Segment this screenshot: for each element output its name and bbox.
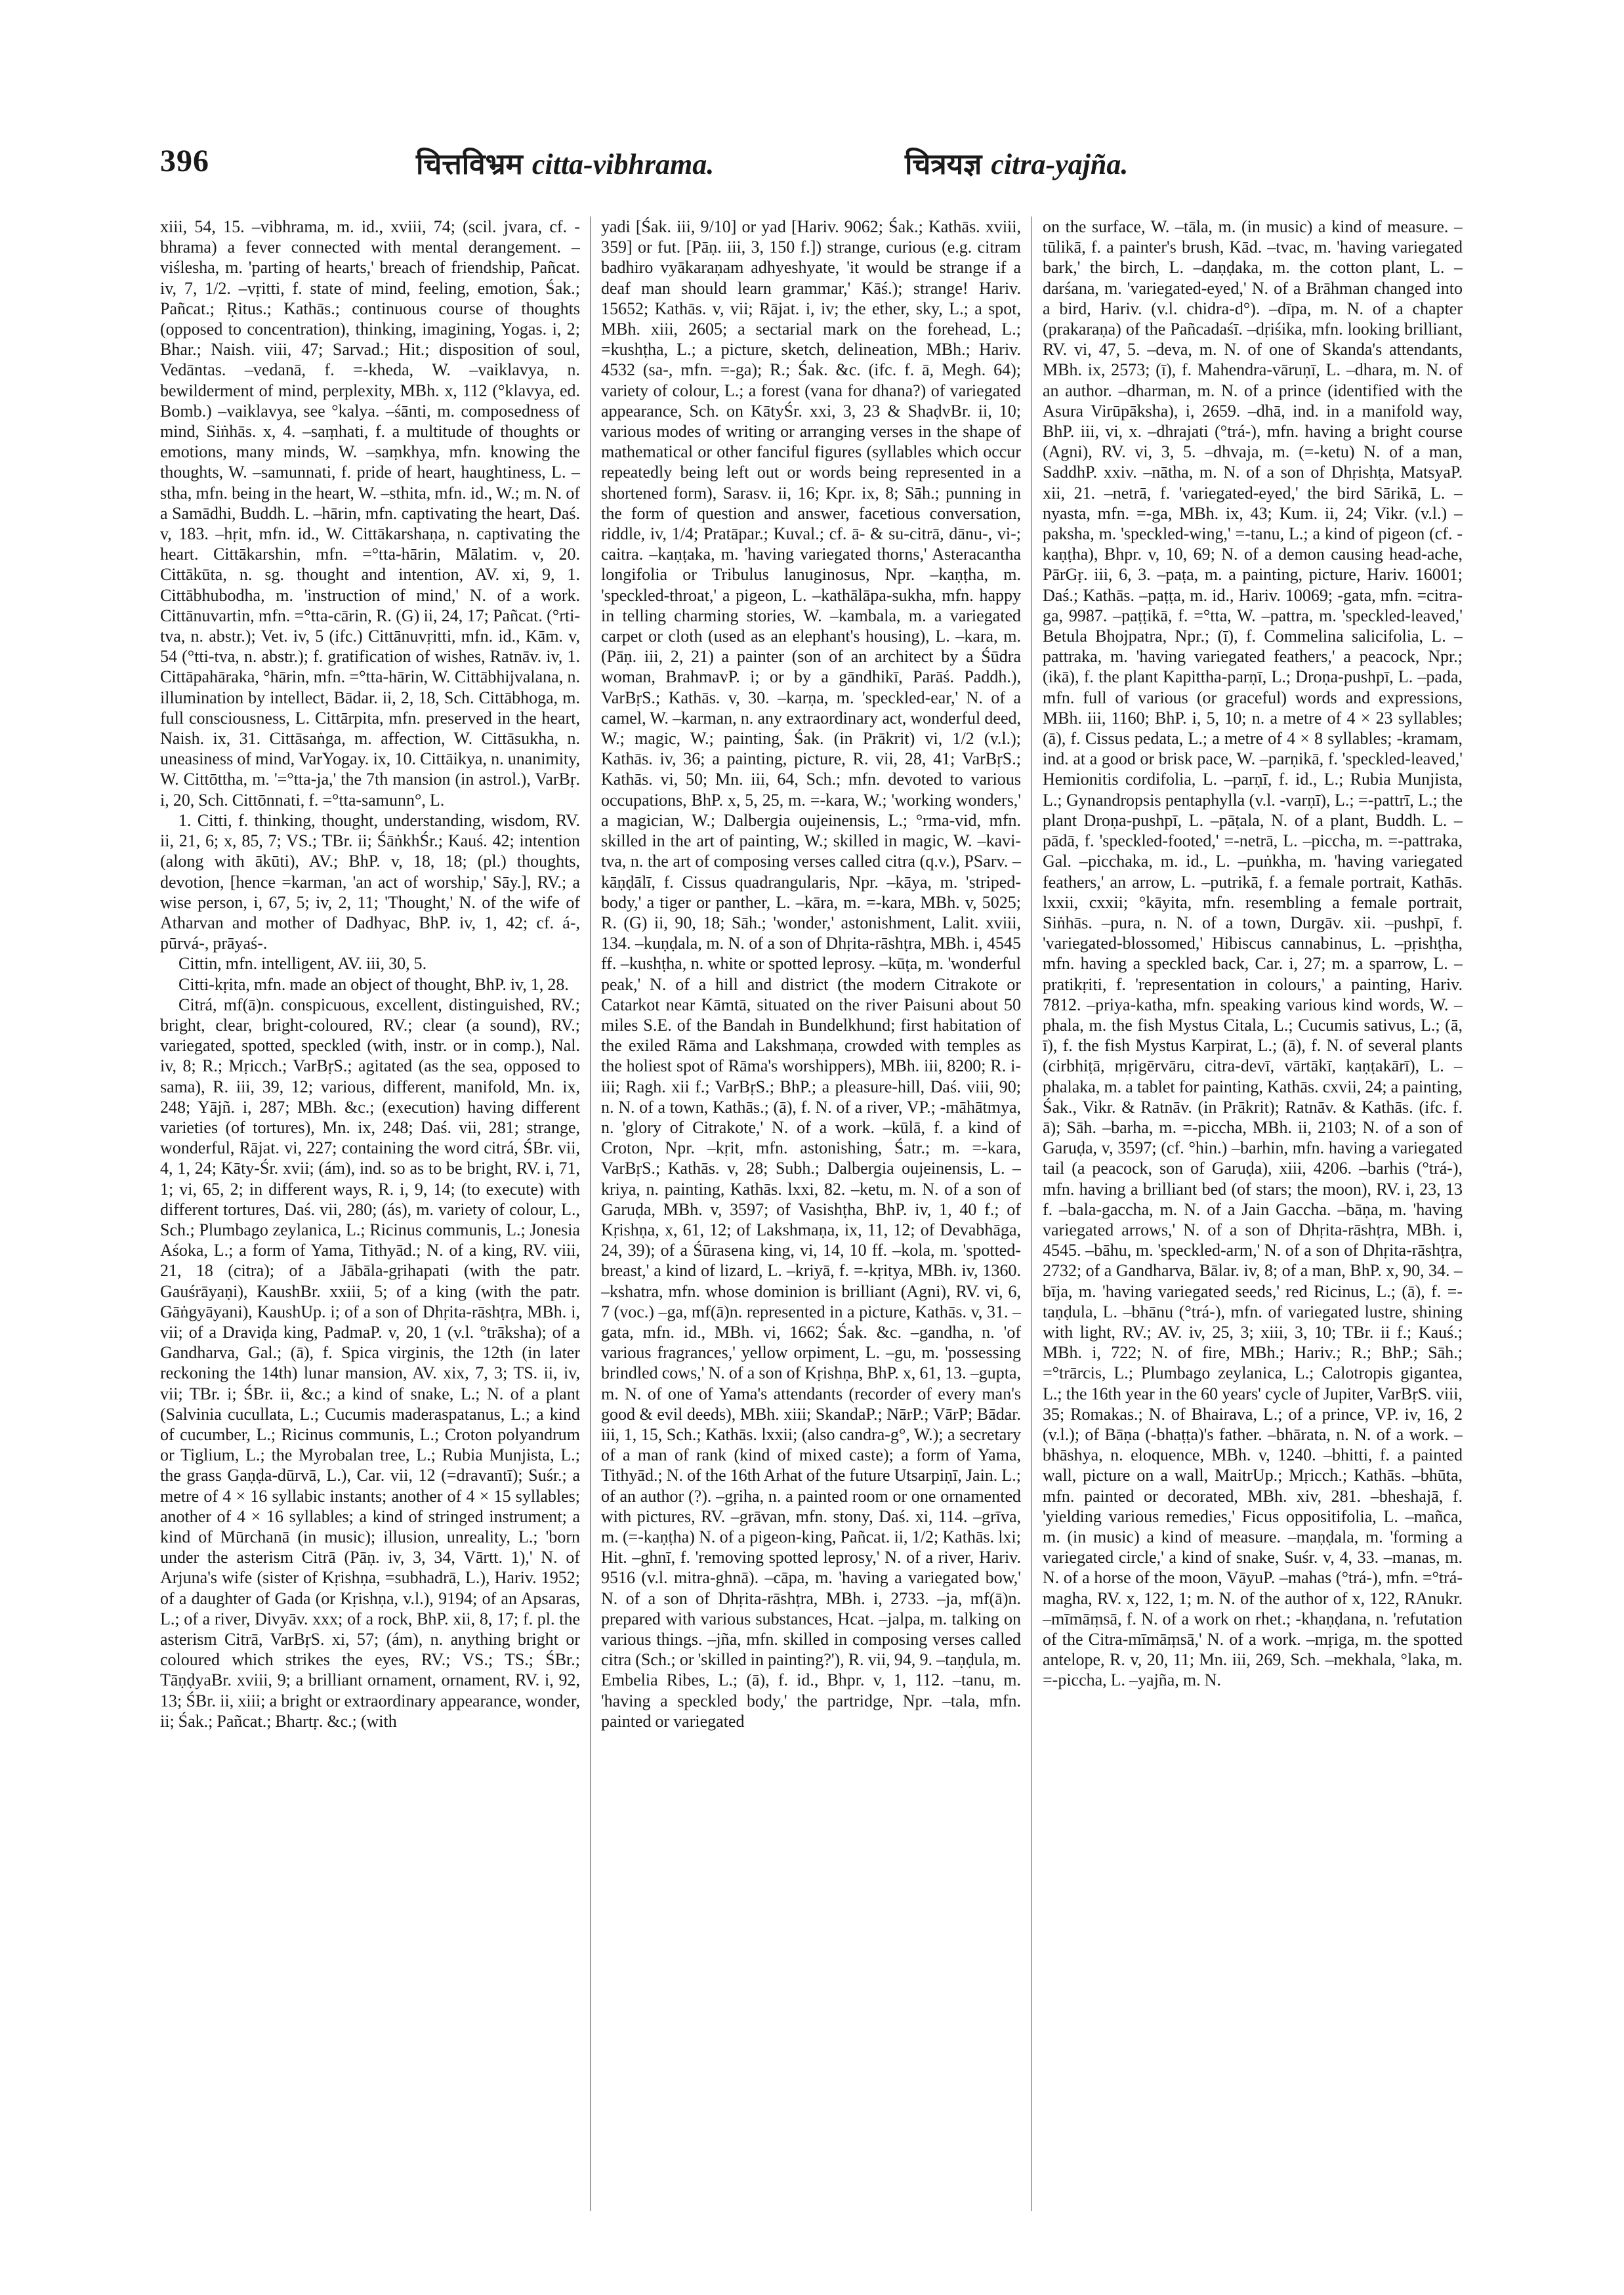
column-paragraph: Citrá, mf(ā)n. conspicuous, excellent, distinguished, RV.; bright, clear, bright-coloured, RV.; clear (a sound), RV.; variegated, spotted, speckled (with, instr. or in comp.), Nal. iv, 8; R.; Mṛicch.; VarBṛS.; agitated (as the sea, opposed to sama), R. iii, 39, 12; various, different, manifold, Mn. ix, 248; Yājñ. i, 287; MBh. &c.; (execution) having different varieties (of tortures), Mn. ix, 248; Daś. vii, 281; strange, wonderful, Rājat. vi, 227; containing the word citrá, ŚBr. vii, 4, 1, 24; Kāty-Śr. xvii; (ám), ind. so as to be bright, RV. i, 71, 1; vi, 65, 2; in different ways, R. i, 9, 14; (to execute) with different tortures, Daś. vii, 280; (ás), m. variety of colour, L., Sch.; Plumbago zeylanica, L.; Ricinus communis, L.; Jonesia Aśoka, L.; a form of Yama, Tithyād.; N. of a king, RV. viii, 21, 18 (citra); of a Jābāla-gṛihapati (with the patr. Gauśrāyaṇi), KaushBr. xxiii, 5; of a king (with the patr. Gāṅgyāyani), KaushUp. i; of a son of Dhṛita-rāshṭra, MBh. i, vii; of a Draviḍa king, PadmaP. v, 20, 1 (v.l. °trāksha); of a Gandharva, Gal.; (ā), f. Spica virginis, the 12th (in later reckoning the 14th) lunar mansion, AV. xix, 7, 3; TS. ii, iv, vii; TBr. i; ŚBr. ii, &c.; a kind of snake, L.; N. of a plant (Salvinia cucullata, L.; Cucumis maderaspatanus, L.; a kind of cucumber, L.; Ricinus communis, L.; Croton polyandrum or Tiglium, L.; the Myrobalan tree, L.; Rubia Munjista, L.; the grass Gaṇḍa-dūrvā, L.), Car. vii, 12 (=dravantī); Suśr.; a metre of 4 × 16 syllabic instants; another of 4 × 15 syllables; another of 4 × 16 syllables; a kind of stringed instrument; a kind of Mūrchanā (in music); illusion, unreality, L.; 'born under the asterism Citrā (Pāṇ. iv, 3, 34, Vārtt. 1),' N. of Arjuna's wife (sister of Kṛishṇa, =subhadrā, L.), Hariv. 1952; of a daughter of Gada (or Kṛishṇa, v.l.), 9194; of an Apsaras, L.; of a river, Divyāv. xxx; of a rock, BhP. xii, 8, 17; f. pl. the asterism Citrā, VarBṛS. xi, 57; (ám), n. anything bright or coloured which strikes the eyes, RV.; VS.; TS.; ŚBr.; TāṇḍyaBr. xviii, 9; a brilliant ornament, ornament, RV. i, 92, 13; ŚBr. ii, xiii; a bright or extraordinary appearance, wonder, ii; Śak.; Pañcat.; Bhartṛ. &c.; (with	[160, 995, 580, 1731]
page-number: 396	[160, 144, 209, 178]
column-left	[160, 217, 580, 2211]
right-headword-devanagari: चित्रयज्ञ	[905, 148, 982, 181]
left-headword-devanagari: चित्तविभ्रम	[416, 148, 523, 181]
left-headword-roman: citta-vibhrama.	[531, 148, 715, 180]
column-right	[1043, 217, 1463, 2211]
dictionary-columns	[160, 217, 1469, 2211]
column-middle	[601, 217, 1021, 2211]
column-divider	[590, 217, 591, 2211]
right-headword-roman: citra-yajña.	[991, 148, 1129, 180]
page-header	[160, 143, 1469, 189]
right-running-headword	[905, 143, 1128, 182]
column-paragraph: Citti-kṛita, mfn. made an object of thought, BhP. iv, 1, 28.	[178, 974, 569, 994]
column-paragraph: yadi [Śak. iii, 9/10] or yad [Hariv. 9062; Śak.; Kathās. xviii, 359] or fut. [Pāṇ. iii, 3, 150 f.]) strange, curious (e.g. citram badhiro vyākaraṇam adhyeshyate, 'it would be strange if a deaf man should learn grammar,' Kāś.); strange! Hariv. 15652; Kathās. v, vii; Rājat. i, iv; the ether, sky, L.; a spot, MBh. xiii, 2605; a sectarial mark on the forehead, L.; =kushṭha, L.; a picture, sketch, delineation, MBh.; Hariv. 4532 (sa-, mfn. =-ga); R.; Śak. &c. (ifc. f. ā, Megh. 64); variety of colour, L.; a forest (vana for dhana?) of variegated appearance, Sch. on KātyŚr. xxi, 3, 23 & ShaḍvBr. ii, 10; various modes of writing or arranging verses in the shape of mathematical or other fanciful figures (syllables which occur repeatedly being left out or words being represented in a shortened form), Sarasv. ii, 16; Kpr. ix, 8; Sāh.; punning in the form of question and answer, facetious conversation, riddle, iv, 1/4; Pratāpar.; Kuval.; cf. ā- & su-citrā, dānu-, vi-; caitra. –kaṇṭaka, m. 'having variegated thorns,' Asteracantha longifolia or Tribulus lanuginosus, Npr. –kaṇṭha, m. 'speckled-throat,' a pigeon, L. –kathālāpa-sukha, mfn. happy in telling charming stories, W. –kambala, m. a variegated carpet or cloth (used as an elephant's housing), L. –kara, m. (Pāṇ. iii, 2, 21) a painter (son of an architect by a Śūdra woman, BrahmavP. i; or by a gāndhikī, Parāś. Paddh.), VarBṛS.; Kathās. v, 30. –karṇa, m. 'speckled-ear,' N. of a camel, W. –karman, n. any extraordinary act, wonderful deed, W.; magic, W.; painting, Śak. (in Prākrit) vi, 1/2 (v.l.); Kathās. iv, 36; a painting, picture, R. vii, 28, 41; VarBṛS.; Kathās. vi, 50; Mn. iii, 64, Sch.; mfn. devoted to various occupations, BhP. x, 5, 25, m. =-kara, W.; 'working wonders,' a magician, W.; Dalbergia oujeinensis, L.; °rma-vid, mfn. skilled in the art of painting, W.; skilled in magic, W. –kavi-tva, n. the art of composing verses called citra (q.v.), PSarv. –kāṇḍālī, f. Cissus quadrangularis, Npr. –kāya, m. 'striped-body,' a tiger or panther, L. –kāra, m. =-kara, MBh. v, 5025; R. (G) ii, 90, 18; Sāh.; 'wonder,' astonishment, Lalit. xviii, 134. –kuṇḍala, m. N. of a son of Dhṛita-rāshṭra, MBh. i, 4545 ff. –kushṭha, n. white or spotted leprosy. –kūṭa, m. 'wonderful peak,' N. of a hill and district (the modern Citrakote or Catarkot near Kāmtā, situated on the river Paisuni about 50 miles S.E. of the Bandah in Bundelkhund; first habitation of the exiled Rāma and Lakshmaṇa, crowded with temples as the holiest spot of Rāma's worshippers), MBh. iii, 8200; R. i-iii; Ragh. xii f.; VarBṛS.; BhP.; a pleasure-hill, Daś. viii, 90; n. N. of a town, Kathās.; (ā), f. N. of a river, VP.; -māhātmya, n. 'glory of Citrakote,' N. of a work. –kūlā, f. a kind of Croton, Npr. –kṛit, mfn. astonishing, Śatr.; m. =-kara, VarBṛS.; Kathās. v, 28; Subh.; Dalbergia oujeinensis, L. –kriya, n. painting, Kathās. lxxi, 82. –ketu, m. N. of a son of Garuḍa, MBh. v, 3597; of Vasishṭha, BhP. iv, 1, 40 f.; of Kṛishṇa, x, 61, 12; of Lakshmaṇa, ix, 11, 12; of Devabhāga, 24, 39); of a Śūrasena king, vi, 14, 10 ff. –kola, m. 'spotted-breast,' a kind of lizard, L. –kriyā, f. =-kṛitya, MBh. iv, 1360. –kshatra, mfn. whose dominion is brilliant (Agni), RV. vi, 6, 7 (voc.) –ga, mf(ā)n. represented in a picture, Kathās. v, 31. –gata, mfn. id., MBh. vi, 1662; Śak. &c. –gandha, n. 'of various fragrances,' yellow orpiment, L. –gu, m. 'possessing brindled cows,' N. of a son of Kṛishṇa, BhP. x, 61, 13. –gupta, m. N. of one of Yama's attendants (recorder of every man's good & evil deeds), MBh. xiii; SkandaP.; NārP.; VārP; Bādar. iii, 1, 15, Sch.; Kathās. lxxii; (also candra-g°, W.); a secretary of a man of rank (kind of mixed caste); a form of Yama, Tithyād.; N. of the 16th Arhat of the future Utsarpiṇī, Jain. L.; of an author (?). –gṛiha, n. a painted room or one ornamented with pictures, RV. –grāvan, mfn. stony, Daś. xi, 114. –grīva, m. (=-kaṇṭha) N. of a pigeon-king, Pañcat. ii, 1/2; Kathās. lxi; Hit. –ghnī, f. 'removing spotted leprosy,' N. of a river, Hariv. 9516 (v.l. mitra-ghnā). –cāpa, m. 'having a variegated bow,' N. of a son of Dhṛita-rāshṭra, MBh. i, 2733. –ja, mf(ā)n. prepared with various substances, Hcat. –jalpa, m. talking on various things. –jña, mfn. skilled in composing verses called citra (Sch.; or 'skilled in painting?'), R. vii, 94, 9. –taṇḍula, m. Embelia Ribes, L.; (ā), f. id., Bhpr. v, 1, 112. –tanu, m. 'having a speckled body,' the partridge, Npr. –tala, mfn. painted or variegated	[601, 217, 1021, 1731]
column-paragraph: xiii, 54, 15. –vibhrama, m. id., xviii, 74; (scil. jvara, cf. -bhrama) a fever connected with mental derangement. –viślesha, m. 'parting of hearts,' breach of friendship, Pañcat. iv, 7, 1/2. –vṛitti, f. state of mind, feeling, emotion, Śak.; Pañcat.; Ṛitus.; Kathās.; continuous course of thoughts (opposed to concentration), thinking, imagining, Yogas. i, 2; Bhar.; Naish. viii, 47; Sarvad.; Hit.; disposition of soul, Vedāntas. –vedanā, f. =-kheda, W. –vaiklavya, n. bewilderment of mind, perplexity, MBh. x, 112 (°klavya, ed. Bomb.) –vaiklavya, see °kalya. –śānti, m. composedness of mind, Siṅhās. x, 4. –saṃhati, f. a multitude of thoughts or emotions, many minds, W. –saṃkhya, mfn. knowing the thoughts, W. –samunnati, f. pride of heart, haughtiness, L. –stha, mfn. being in the heart, W. –sthita, mfn. id., W.; m. N. of a Samādhi, Buddh. L. –hārin, mfn. captivating the heart, Daś. v, 183. –hṛit, mfn. id., W. Cittākarshaṇa, n. captivating the heart. Cittākarshin, mfn. =°tta-hārin, Mālatim. v, 20. Cittākūta, n. sg. thought and intention, AV. xi, 9, 1. Cittābhubodha, m. 'instruction of mind,' N. of a work. Cittānuvartin, mfn. =°tta-cārin, R. (G) ii, 24, 17; Pañcat. (°rti-tva, n. abstr.); Vet. iv, 5 (ifc.) Cittānuvṛitti, mfn. id., Kām. v, 54 (°tti-tva, n. abstr.); f. gratification of wishes, Ratnāv. iv, 1. Cittāpahāraka, °hārin, mfn. =°tta-hārin, W. Cittābhijvalana, n. illumination by intellect, Bādar. ii, 2, 18, Sch. Cittābhoga, m. full consciousness, L. Cittārpita, mfn. preserved in the heart, Naish. ix, 31. Cittāsaṅga, m. affection, W. Cittāsukha, n. uneasiness of mind, VarYogay. ix, 10. Cittāikya, n. unanimity, W. Cittōttha, m. '=°tta-ja,' the 7th mansion (in astrol.), VarBṛ. i, 20, Sch. Cittōnnati, f. =°tta-samunn°, L.	[160, 217, 580, 810]
column-paragraph: Cittin, mfn. intelligent, AV. iii, 30, 5.	[178, 954, 427, 974]
column-divider	[1031, 217, 1032, 2211]
column-paragraph: on the surface, W. –tāla, m. (in music) a kind of measure. –tūlikā, f. a painter's brush, Kād. –tvac, m. 'having variegated bark,' the birch, L. –daṇḍaka, m. the cotton plant, L. –darśana, m. 'variegated-eyed,' N. of a Brāhman changed into a bird, Hariv. (v.l. chidra-d°). –dīpa, m. N. of a chapter (prakaraṇa) of the Pañcadaśī. –dṛiśika, mfn. looking brilliant, RV. vi, 47, 5. –deva, m. N. of one of Skanda's attendants, MBh. ix, 2573; (ī), f. Mahendra-vāruṇī, L. –dhara, m. N. of an author. –dharman, m. N. of a prince (identified with the Asura Virūpāksha), i, 2659. –dhā, ind. in a manifold way, BhP. iii, vi, x. –dhrajati (°trá-), mfn. having a bright course (Agni), RV. vi, 3, 5. –dhvaja, m. (=-ketu) N. of a man, SaddhP. xxiv. –nātha, m. N. of a son of Dhṛishṭa, MatsyaP. xii, 21. –netrā, f. 'variegated-eyed,' the bird Sārikā, L. –nyasta, mfn. =-ga, MBh. ix, 43; Kum. ii, 24; Vikr. (v.l.) –paksha, m. 'speckled-wing,' =-tanu, L.; a kind of pigeon (cf. -kaṇṭha), Bhpr. v, 10, 69; N. of a demon causing head-ache, PārGṛ. iii, 6, 3. –paṭa, m. a painting, picture, Hariv. 16001; Daś.; Kathās. –paṭṭa, m. id., Hariv. 10069; -gata, mfn. =citra-ga, 9987. –paṭṭikā, f. =°tta, W. –pattra, m. 'speckled-leaved,' Betula Bhojpatra, Npr.; (ī), f. Commelina salicifolia, L. –pattraka, m. 'having variegated feathers,' a peacock, Npr.; (ikā), f. the plant Kapittha-parṇī, L.; Droṇa-pushpī, L. –pada, mfn. full of various (or graceful) words and expressions, MBh. iii, 1160; BhP. i, 5, 10; n. a metre of 4 × 23 syllables; (ā), f. Cissus pedata, L.; a metre of 4 × 8 syllables; -kramam, ind. at a good or brisk pace, W. –parṇikā, f. 'speckled-leaved,' Hemionitis cordifolia, L. –parṇī, f. id., L.; Rubia Munjista, L.; Gynandropsis pentaphylla (v.l. -varṇī), L.; =-pattrī, L.; the plant Droṇa-pushpī, L. –pāṭala, N. of a plant, Buddh. L. –pādā, f. 'speckled-footed,' =-netrā, L. –piccha, m. =-pattraka, Gal. –picchaka, m. id., L. –puṅkha, m. 'having variegated feathers,' an arrow, L. –putrikā, f. a female portrait, Kathās. lxxii, cxxii; °kāyita, mfn. resembling a female portrait, Siṅhās. –pura, n. N. of a town, Durgāv. xii. –pushpī, f. 'variegated-blossomed,' Hibiscus cannabinus, L. –pṛishṭha, mfn. having a speckled back, Car. i, 27; m. a sparrow, L. –pratikṛiti, f. 'representation in colours,' a painting, Hariv. 7812. –priya-katha, mfn. speaking various kind words, W. –phala, m. the fish Mystus Citala, L.; Cucumis sativus, L.; (ā, ī), f. the fish Mystus Karpirat, L.; (ā), f. N. of several plants (cirbhiṭā, mṛigērvāru, citra-devī, vārtākī, kaṇṭakārī), L. –phalaka, m. a tablet for painting, Kathās. cxvii, 24; a painting, Śak., Vikr. & Ratnāv. (in Prākrit); Ratnāv. & Kathās. (ifc. f. ā); Sāh. –barha, m. =-piccha, MBh. ii, 2103; N. of a son of Garuḍa, v, 3597; (cf. °hin.) –barhin, mfn. having a variegated tail (a peacock, son of Garuḍa), xiii, 4206. –barhis (°trá-), mfn. having a brilliant bed (of stars; the moon), RV. i, 23, 13 f. –bala-gaccha, m. N. of a Jain Gaccha. –bāṇa, m. 'having variegated arrows,' N. of a son of Dhṛita-rāshṭra, MBh. i, 4545. –bāhu, m. 'speckled-arm,' N. of a son of Dhṛita-rāshṭra, 2732; of a Gandharva, Bālar. iv, 8; of a man, BhP. x, 90, 34. –bīja, m. 'having variegated seeds,' red Ricinus, L.; (ā), f. =-taṇḍula, L. –bhānu (°trá-), mfn. of variegated lustre, shining with light, RV.; AV. iv, 25, 3; xiii, 3, 10; TBr. ii f.; Kauś.; MBh. i, 722; N. of fire, MBh.; Hariv.; R.; BhP.; Sāh.; =°trārcis, L.; Plumbago zeylanica, L.; Calotropis gigantea, L.; the 16th year in the 60 years' cycle of Jupiter, VarBṛS. viii, 35; Romakas.; N. of Bhairava, L.; of a prince, VP. iv, 16, 2 (v.l.); of Bāṇa (-bhaṭṭa)'s father. –bhārata, n. N. of a work. –bhāshya, n. eloquence, MBh. v, 1240. –bhitti, f. a painted wall, picture on a wall, MaitrUp.; Mṛicch.; Kathās. –bhūta, mfn. painted or decorated, MBh. xiv, 281. –bheshajā, f. 'yielding various remedies,' Ficus oppositifolia, L. –mañca, m. (in music) a kind of measure. –maṇḍala, m. 'forming a variegated circle,' a kind of snake, Suśr. v, 4, 33. –manas, m. N. of a horse of the moon, VāyuP. –mahas (°trá-), mfn. =°trá-magha, RV. x, 122, 1; m. N. of the author of x, 122, RAnukr. –mīmāṃsā, f. N. of a work on rhet.; -khaṇḍana, n. 'refutation of the Citra-mīmāṃsā,' N. of a work. –mṛiga, m. the spotted antelope, R. v, 20, 11; Mn. iii, 269, Sch. –mekhala, °laka, m. =-piccha, L. –yajña, m. N.	[1043, 217, 1463, 1690]
left-running-headword	[416, 143, 714, 182]
column-paragraph: 1. Citti, f. thinking, thought, understanding, wisdom, RV. ii, 21, 6; x, 85, 7; VS.; TBr. ii; ŚāṅkhŚr.; Kauś. 42; intention (along with ākūti), AV.; BhP. v, 18, 18; (pl.) thoughts, devotion, [hence =karman, 'an act of worship,' Sāy.], RV.; a wise person, i, 67, 5; iv, 2, 11; 'Thought,' N. of the wife of Atharvan and mother of Dadhyac, BhP. iv, 1, 42; cf. á-, pūrvá-, prāyaś-.	[160, 810, 580, 953]
